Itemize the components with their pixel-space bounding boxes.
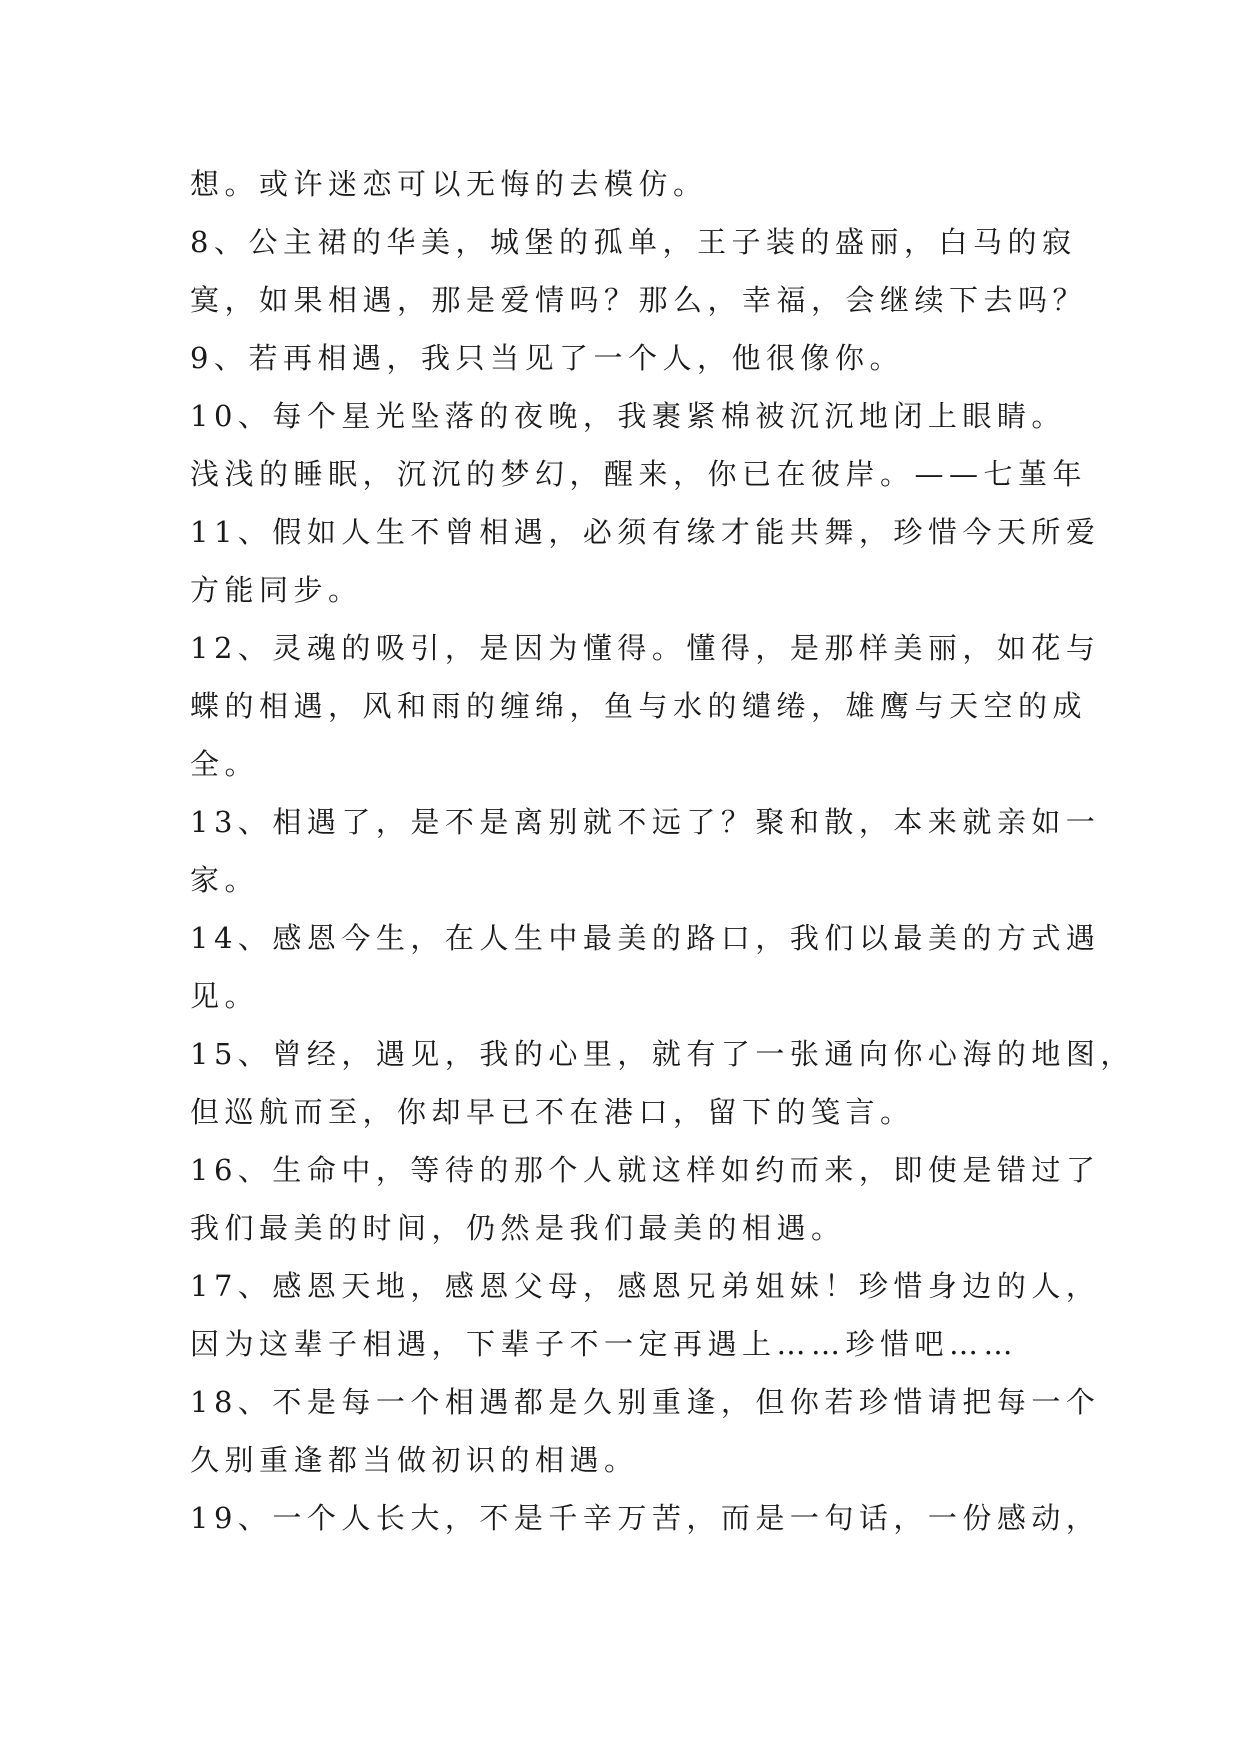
text-line: 8、公主裙的华美，城堡的孤单，王子装的盛丽，白马的寂	[190, 225, 1077, 259]
text-line: 见。	[190, 979, 260, 1013]
text-line: 想。或许迷恋可以无悔的去模仿。	[190, 167, 708, 201]
text-line: 19、一个人长大，不是千辛万苦，而是一句话，一份感动，	[190, 1501, 1101, 1535]
text-line: 我们最美的时间，仍然是我们最美的相遇。	[190, 1211, 846, 1245]
text-line: 14、感恩今生，在人生中最美的路口，我们以最美的方式遇	[190, 921, 1101, 955]
text-line: 13、相遇了，是不是离别就不远了？聚和散，本来就亲如一	[190, 805, 1101, 839]
text-line: 12、灵魂的吸引，是因为懂得。懂得，是那样美丽，如花与	[190, 631, 1101, 665]
text-line: 全。	[190, 747, 260, 781]
text-line: 久别重逢都当做初识的相遇。	[190, 1443, 639, 1477]
text-line: 10、每个星光坠落的夜晚，我裹紧棉被沉沉地闭上眼睛。	[190, 399, 1066, 433]
text-line: 因为这辈子相遇，下辈子不一定再遇上……珍惜吧……	[190, 1327, 1019, 1361]
text-line: 11、假如人生不曾相遇，必须有缘才能共舞，珍惜今天所爱	[190, 515, 1101, 549]
text-line: 蝶的相遇，风和雨的缠绵，鱼与水的缱绻，雄鹰与天空的成	[190, 689, 1088, 723]
document-body	[190, 155, 1135, 1547]
text-line: 寞，如果相遇，那是爱情吗？那么，幸福，会继续下去吗？	[190, 283, 1088, 317]
text-line: 但巡航而至，你却早已不在港口，留下的笺言。	[190, 1095, 915, 1129]
text-line: 方能同步。	[190, 573, 363, 607]
text-line: 浅浅的睡眠，沉沉的梦幻，醒来，你已在彼岸。——七堇年	[190, 457, 1088, 491]
text-line: 17、感恩天地，感恩父母，感恩兄弟姐妹！珍惜身边的人，	[190, 1269, 1101, 1303]
text-line: 15、曾经，遇见，我的心里，就有了一张通向你心海的地图，	[190, 1037, 1135, 1071]
text-line: 家。	[190, 863, 260, 897]
text-line: 9、若再相遇，我只当见了一个人，他很像你。	[190, 341, 904, 375]
text-line: 18、不是每一个相遇都是久别重逢，但你若珍惜请把每一个	[190, 1385, 1101, 1419]
text-line: 16、生命中，等待的那个人就这样如约而来，即使是错过了	[190, 1153, 1101, 1187]
